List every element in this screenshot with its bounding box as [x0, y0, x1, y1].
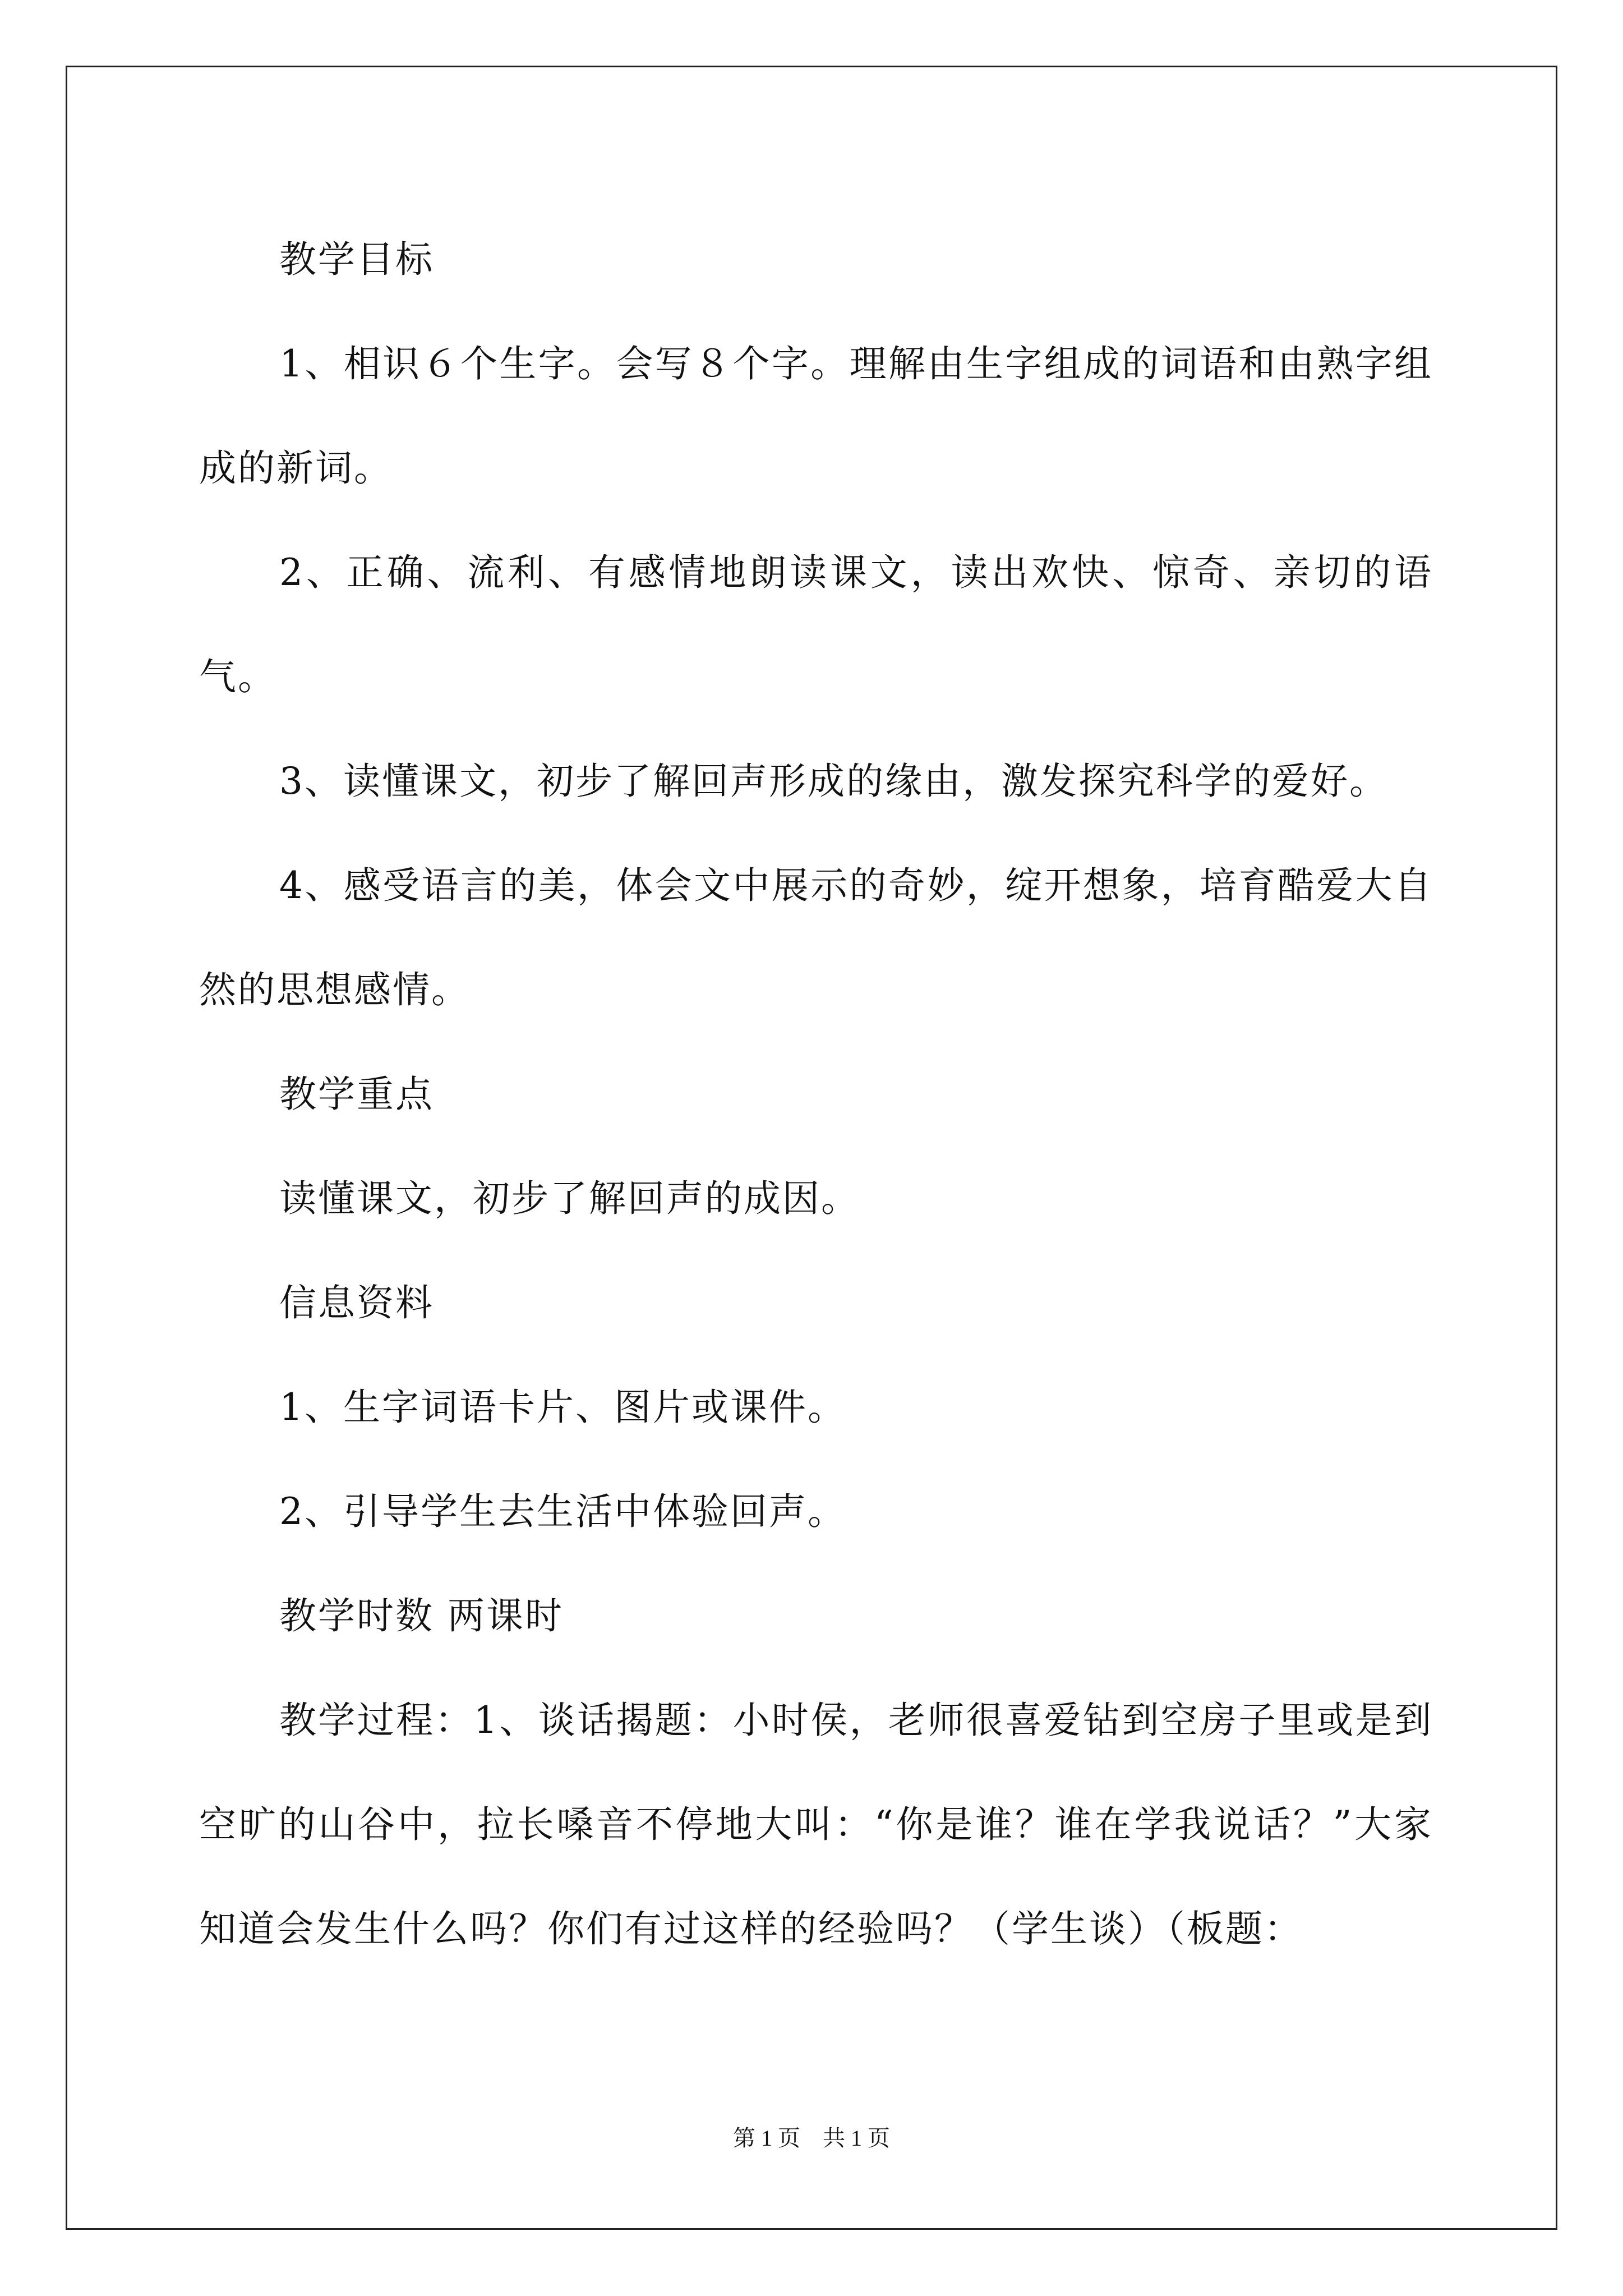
heading-teaching-goals: 教学目标 — [279, 238, 434, 281]
goal-item-3: 3、读懂课文，初步了解回声形成的缘由，激发探究科学的爱好。 — [279, 760, 1388, 803]
materials-item-1: 1、生字词语卡片、图片或课件。 — [279, 1386, 846, 1429]
goal-item-2: 2、正确、流利、有感情地朗读课文，读出欢快、惊奇、亲切的语气。 — [199, 551, 1433, 698]
teaching-process: 教学过程：1、谈话揭题：小时侯，老师很喜爱钻到空房子里或是到空旷的山谷中，拉长嗓音不停地大叫：“你是谁？谁在学我说话？”大家知道会发生什么吗？你们有过这样的经验吗？（学生谈）（板题： — [199, 1699, 1433, 1950]
heading-materials: 信息资料 — [279, 1281, 434, 1324]
goal-item-1: 1、相识６个生字。会写８个字。理解由生字组成的词语和由熟字组成的新词。 — [199, 342, 1433, 490]
teaching-hours: 教学时数 两课时 — [279, 1594, 564, 1637]
document-body — [199, 208, 1433, 1981]
materials-item-2: 2、引导学生去生活中体验回声。 — [279, 1490, 846, 1533]
heading-teaching-focus: 教学重点 — [279, 1073, 434, 1116]
teaching-focus-text: 读懂课文，初步了解回声的成因。 — [279, 1177, 860, 1220]
goal-item-4: 4、感受语言的美，体会文中展示的奇妙，绽开想象，培育酷爱大自然的思想感情。 — [199, 864, 1433, 1011]
page-footer: 第 1 页 共 1 页 — [733, 2125, 890, 2151]
